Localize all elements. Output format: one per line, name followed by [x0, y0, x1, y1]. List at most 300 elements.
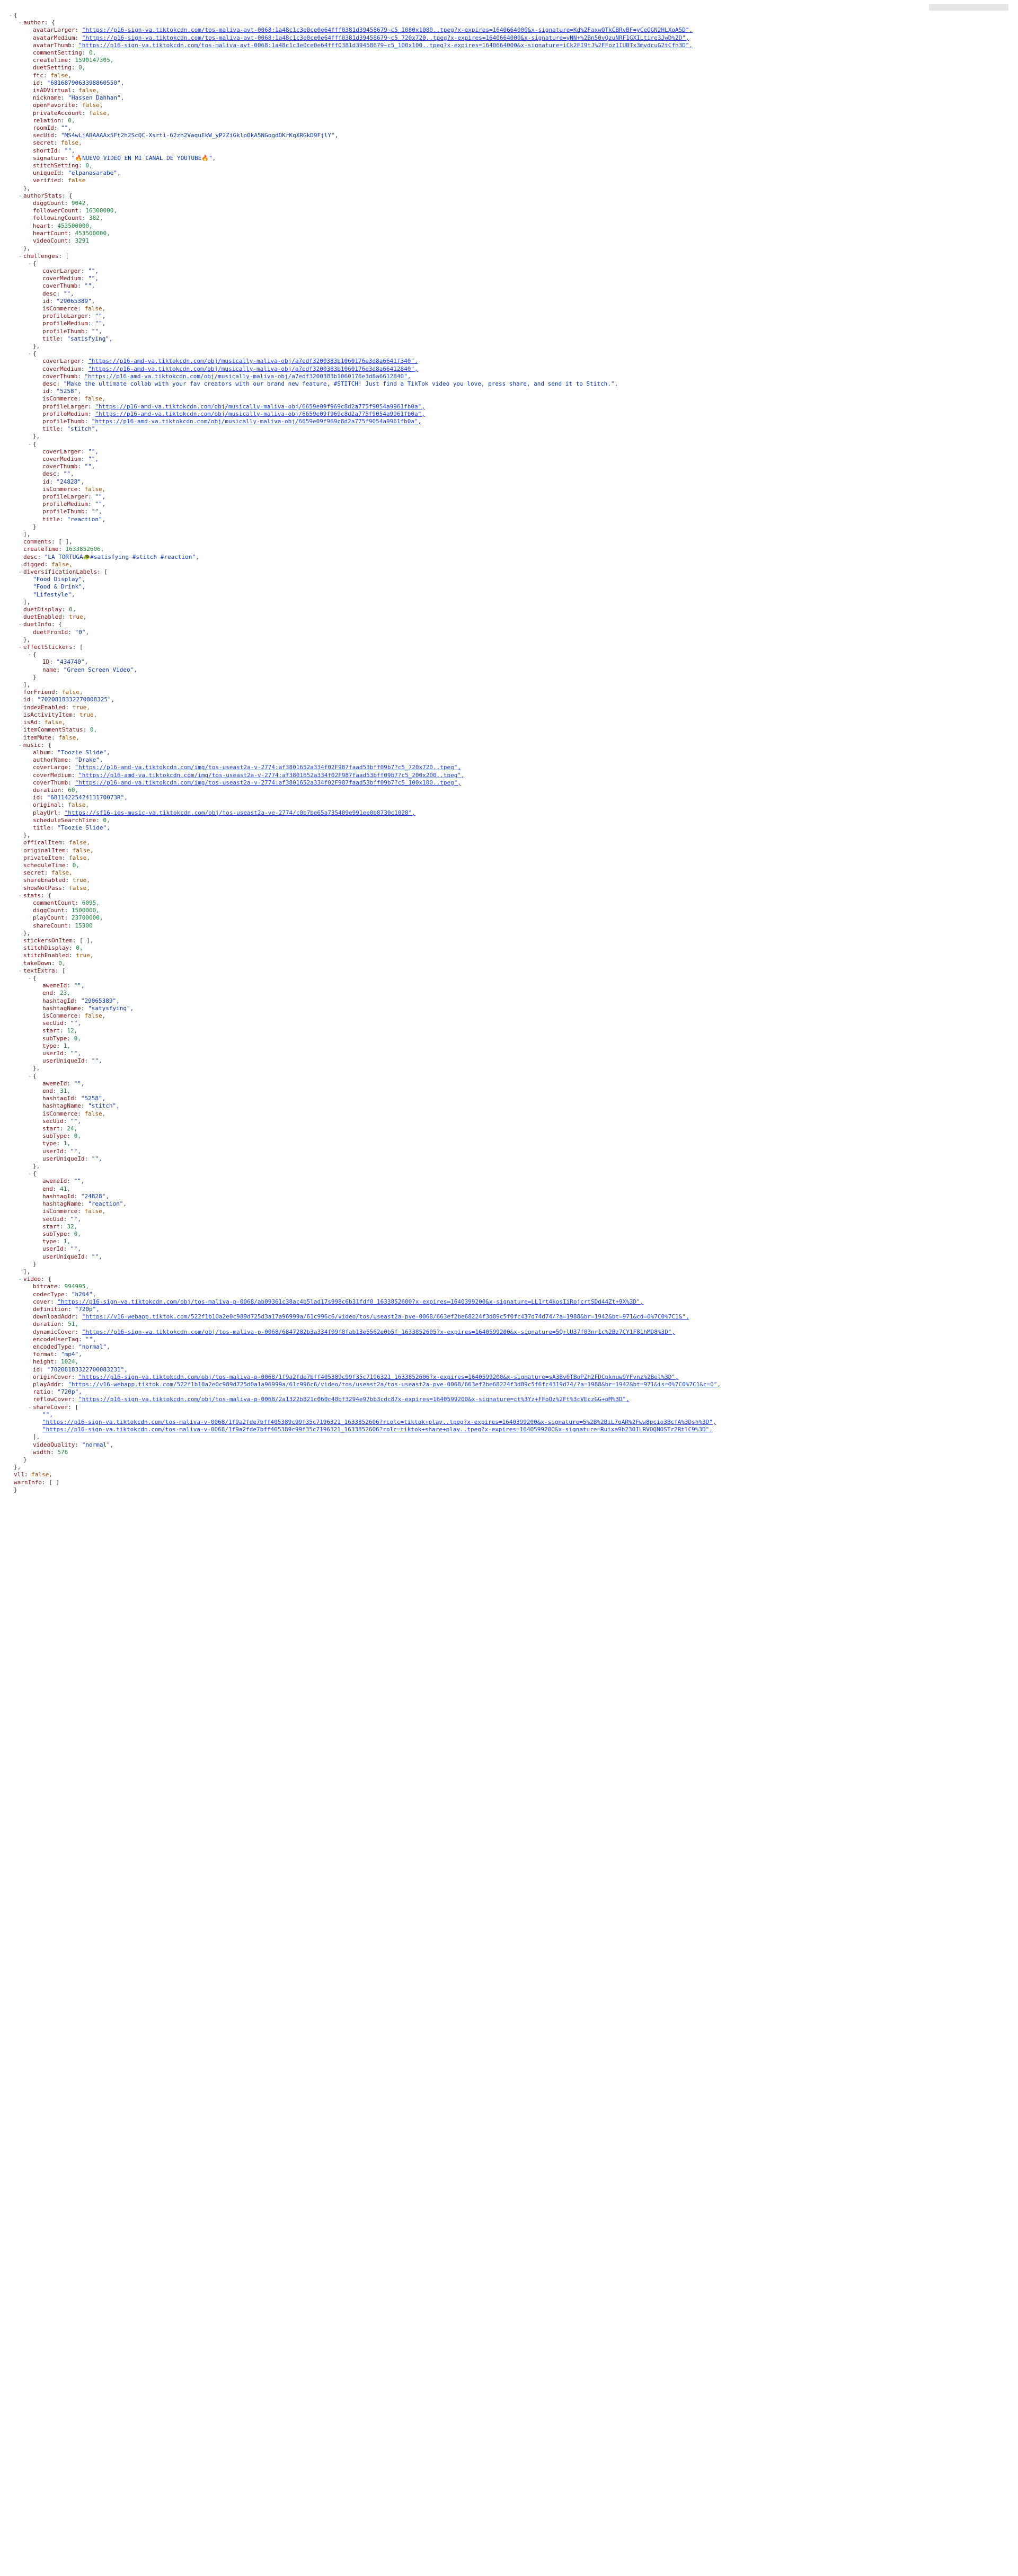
json-line [0, 990, 1018, 997]
json-string-value: "0", [75, 628, 89, 636]
json-string-value: "", [88, 275, 99, 282]
json-key: secret [23, 869, 45, 877]
json-colon: : [81, 455, 88, 462]
json-url-value[interactable]: "https://p16-sign-va.tiktokcdn.com/tos-maliva-v-0068/1f9a2fde7bff405389c99f35c7196321_1633852606?rolc=tiktok+share+play..tpeg?x-expires=1640599200&x-signature=Ruixa9b23OILRVOQNOSTr2RtlC9%3D", [42, 1426, 713, 1433]
json-line [0, 885, 1018, 892]
json-boolean-value: false, [50, 72, 72, 79]
json-colon: : [75, 34, 82, 41]
json-line [0, 1057, 1018, 1065]
json-key: name [42, 666, 57, 673]
json-number-value: 31, [60, 1088, 70, 1095]
json-key: secUid [42, 1020, 64, 1027]
json-line [0, 1095, 1018, 1102]
json-structure-token: }, [33, 1163, 40, 1170]
json-colon: : [30, 696, 38, 703]
json-key: diversificationLabels [23, 568, 98, 576]
json-key: isCommerce [42, 395, 78, 403]
collapse-toggle-icon[interactable]: - [18, 967, 22, 974]
json-structure-token: }, [23, 184, 31, 192]
json-colon: : [68, 628, 75, 636]
json-boolean-value: false, [84, 485, 106, 493]
json-url-value[interactable]: "https://p16-amd-va.tiktokcdn.com/img/tos-useast2a-v-2774:af3801652a334f02F987faad53bff09b7?c5_100x100..tpeg", [75, 779, 461, 786]
json-number-value: 0, [68, 117, 75, 124]
json-key: warnInfo [14, 1478, 42, 1486]
json-string-value: "h264", [71, 1290, 96, 1298]
json-key: encodedType [33, 1343, 72, 1350]
json-structure-token: : [ [68, 1403, 79, 1411]
json-colon: : [56, 470, 64, 478]
json-key: bitrate [33, 1283, 58, 1290]
json-line [0, 749, 1018, 756]
json-line [0, 1283, 1018, 1290]
json-colon: : [82, 215, 89, 222]
collapse-toggle-icon[interactable]: - [18, 741, 22, 748]
collapse-toggle-icon[interactable]: - [18, 621, 22, 628]
json-string-value: "", [95, 501, 106, 508]
json-colon: : [81, 1102, 88, 1110]
json-structure-token: : [ [97, 568, 108, 576]
json-line [0, 192, 1018, 200]
json-key: shareCover [33, 1403, 68, 1411]
json-line [0, 568, 1018, 576]
json-colon: : [56, 290, 64, 297]
json-url-value[interactable]: "https://sf16-ies-music-va.tiktokcdn.com/obj/tos-useast2a-ve-2774/c0b7be65a735409e991ee0b8730c1028", [64, 809, 415, 816]
json-key: playUrl [33, 809, 58, 816]
json-string-value: "", [95, 313, 106, 320]
json-colon: : [64, 154, 72, 162]
json-line [0, 1366, 1018, 1374]
json-line [0, 1381, 1018, 1388]
json-number-value: 1500000, [71, 907, 100, 914]
json-colon: : [88, 313, 95, 320]
json-boolean-value: false, [84, 395, 106, 403]
json-colon: : [88, 320, 95, 327]
json-line [0, 1005, 1018, 1012]
json-boolean-value: false, [44, 719, 66, 726]
json-line [0, 1170, 1018, 1178]
json-line [0, 470, 1018, 478]
json-lines [0, 12, 1018, 1494]
json-string-value: "", [70, 1117, 81, 1125]
json-colon: : [63, 1245, 70, 1253]
collapse-toggle-icon[interactable]: - [18, 892, 22, 899]
json-key: coverMedium [42, 365, 81, 372]
json-string-value: "5258", [56, 388, 81, 395]
json-key: type [42, 1238, 57, 1245]
json-key: ratio [33, 1388, 51, 1396]
json-number-value: 453500000, [57, 222, 93, 229]
json-colon: : [71, 1343, 79, 1350]
json-line [0, 869, 1018, 877]
json-string-value: "6811422542413170073R", [47, 794, 128, 801]
json-url-value[interactable]: "https://p16-sign-va.tiktokcdn.com/obj/tos-maliva-p-0068/2a1322b821c060c40bf3294e97bb3cdc87x-expires=1640599200&x-signature=ct%3Yz+FFoOz%2Ft%3cVEczGG+oM%3D", [78, 1396, 630, 1403]
json-colon: : [84, 508, 92, 515]
json-key: challenges [23, 252, 59, 260]
collapse-toggle-icon[interactable]: - [28, 440, 32, 448]
json-colon: : [63, 1215, 70, 1223]
json-structure-token: { [33, 975, 37, 982]
json-key: duetDisplay [23, 606, 62, 613]
json-key: diggCount [33, 200, 65, 207]
json-colon: : [67, 982, 74, 990]
json-key: definition [33, 1305, 68, 1313]
json-colon: : [69, 952, 76, 959]
collapse-toggle-icon[interactable]: - [28, 1072, 32, 1080]
json-line [0, 207, 1018, 215]
json-line [0, 1313, 1018, 1321]
json-structure-token: { [33, 1072, 37, 1080]
json-line [0, 1178, 1018, 1185]
json-line [0, 1268, 1018, 1276]
json-line [0, 253, 1018, 260]
json-url-value[interactable]: "https://p16-amd-va.tiktokcdn.com/img/tos-useast2a-v-2774:af3801652a334f02F987faad53bff09b7?c5_720x720..tpeg", [75, 764, 461, 771]
json-key: shortId [33, 147, 58, 154]
json-url-value[interactable]: "https://p16-amd-va.tiktokcdn.com/obj/musically-maliva-obj/a7edf3200383b1060176e3d8a6641f340", [88, 358, 418, 365]
json-url-value[interactable]: "https://p16-sign-va.tiktokcdn.com/tos-maliva-avt-0068:1a48c1c3e0ce0e64fff0381d39458679~c5_1080x1080..tpeg?x-expires=1640664000&x-signature=Kd%2FaxwQTkCBRvBF=yCeGGN2HLXoA5D", [82, 26, 693, 34]
json-key: hashtagName [42, 1102, 81, 1110]
json-boolean-value: false, [69, 839, 90, 846]
json-colon: : [74, 1095, 81, 1102]
json-line [0, 801, 1018, 809]
json-structure-token: } [33, 523, 37, 530]
json-url-value[interactable]: "https://v16-webapp.tiktok.com/522f1b10a2e0c989d725d3a17a96999a/61c996c6/video/tos/useast2a-pve-0068/663ef2be68224f3d89c5f0fc437d74d74/?a=1988&br=1942&bt=971&cd=0%7C0%7C1&", [82, 1313, 689, 1321]
json-colon: : [81, 275, 88, 282]
json-colon: : [81, 448, 88, 455]
json-colon: : [60, 786, 68, 794]
json-string-value: "", [95, 320, 106, 327]
json-structure-token: ], [33, 1433, 40, 1441]
json-line [0, 817, 1018, 824]
json-string-value: "satisfying", [67, 335, 113, 342]
json-string-value: "", [88, 267, 99, 274]
json-string-value: "Make the ultimate collab with your fav creators with our brand new feature, #STITCH! Just find a TikTok video you love, press share, and send it to Stitch.", [63, 380, 618, 387]
json-url-value[interactable]: "https://p16-sign-va.tiktokcdn.com/obj/tos-maliva-p-0068/ab09361c38ac4b5lad17s998c6b31fdf0_1633852600?x-expires=1640399200&x-signature=LL1rt4kosIiRojcrtSDd44Zt+9X%3D", [57, 1298, 644, 1305]
json-string-value: "", [84, 282, 95, 290]
collapse-toggle-icon[interactable]: - [28, 651, 32, 658]
json-structure-token: }, [33, 433, 40, 440]
json-colon: : [75, 102, 82, 109]
json-boolean-value: true, [72, 877, 90, 884]
json-line [0, 1216, 1018, 1223]
json-colon: : [54, 1358, 61, 1366]
json-line [0, 1253, 1018, 1261]
json-url-value[interactable]: "https://p16-amd-va.tiktokcdn.com/obj/musically-maliva-obj/a7edf3200383b1060176e3d8a6612840", [84, 372, 411, 380]
json-line [0, 380, 1018, 388]
json-key: hashtagName [42, 1200, 81, 1208]
json-line [0, 734, 1018, 742]
json-colon: : [77, 1110, 85, 1117]
json-string-value: "", [70, 1215, 81, 1223]
json-number-value: 16300000, [85, 207, 117, 215]
json-colon: : [50, 824, 58, 831]
collapse-toggle-icon[interactable]: - [28, 350, 32, 358]
json-colon: : [60, 1321, 68, 1328]
json-number-value: 1, [63, 1238, 70, 1245]
json-line [0, 711, 1018, 719]
json-url-value[interactable]: "https://p16-amd-va.tiktokcdn.com/obj/musically-maliva-obj/a7edf3200383b1060176e3d8a66412840", [88, 365, 418, 372]
json-structure-token: : { [41, 741, 51, 748]
json-line [0, 696, 1018, 703]
json-key: music [23, 741, 41, 748]
json-line [0, 666, 1018, 674]
json-line [0, 1464, 1018, 1471]
json-url-value[interactable]: "https://v16-webapp.tiktok.com/522f1b10a2e0c989d725d0a1a96999a/61c996c6/video/tos/useast2a/tos-useast2a-pve-0068/663ef2be68224f3d89c5f6fc4319d74/?a=1988&br=1942&bt=971&is=0%7C0%7C1&c=0", [68, 1380, 721, 1388]
json-line [0, 1200, 1018, 1208]
json-colon: : [78, 1335, 86, 1343]
json-colon: : [61, 839, 69, 846]
json-line [0, 411, 1018, 418]
json-string-value: "stitch", [67, 425, 99, 433]
json-line [0, 1035, 1018, 1042]
json-structure-token: { [33, 651, 37, 658]
json-key: duration [33, 1321, 61, 1328]
json-colon: : [81, 358, 88, 365]
json-line [0, 1125, 1018, 1133]
json-structure-token: : [ ], [72, 937, 94, 944]
collapse-toggle-icon[interactable]: - [18, 644, 22, 651]
json-key: followerCount [33, 207, 79, 215]
json-line [0, 523, 1018, 531]
collapse-toggle-icon[interactable]: - [8, 12, 13, 19]
json-url-value[interactable]: "https://p16-sign-va.tiktokcdn.com/obj/tos-maliva-p-0068/6847282b3a334f09f8fab13e5562e0b5f_1633852605?x-expires=1640599200&x-signature=5Q+lU37f03nr1c%2Bz7CY1F81hMD8%3D", [82, 1328, 675, 1335]
json-line [0, 1329, 1018, 1336]
json-key: end [42, 1185, 53, 1192]
json-line [0, 1456, 1018, 1464]
json-key: commentSetting [33, 49, 82, 57]
json-string-value: "Drake", [75, 756, 103, 764]
json-line [0, 230, 1018, 237]
json-key: type [42, 1140, 57, 1147]
json-url-value[interactable]: "https://p16-sign-va.tiktokcdn.com/obj/tos-maliva-p-0068/1f9a2fde7bff405389c99f35c7196321_1633852606?x-expires=1640599200&x-signature=sA3Bv0TBoPZh2FDCpknuw9YFvnz%2Bel%3D", [78, 1373, 679, 1380]
json-number-value: 576 [57, 1448, 68, 1456]
json-string-value: "720p", [57, 1388, 82, 1396]
json-colon: : [49, 297, 57, 305]
json-colon: : [67, 1230, 74, 1237]
json-colon: : [60, 1223, 67, 1230]
json-key: heartCount [33, 229, 68, 237]
json-line [0, 1080, 1018, 1088]
json-line [0, 260, 1018, 268]
json-url-value[interactable]: "https://p16-sign-va.tiktokcdn.com/tos-maliva-avt-0068:1a48c1c3e0ce0e64fff0381d39458679~c5_100x100..tpeg?x-expires=1640664000&x-signature=iCk2FI9tJ%2FFoz1IUBTx3mvdcuG2tCfh3D", [78, 41, 693, 49]
json-key: subType [42, 1133, 67, 1140]
json-number-value: 23, [60, 990, 70, 997]
json-line [0, 554, 1018, 561]
json-line [0, 561, 1018, 568]
json-url-value[interactable]: "https://p16-sign-va.tiktokcdn.com/tos-maliva-v-0068/1f9a2fde7bff405389c99f35c7196321_1633852606?rcolc=tiktok+play..tpeg?x-expires=1640399200&x-signature=5%2B%2BiL7oAR%2Fww8pcio3BcfA%3Dsh%3D", [42, 1418, 716, 1425]
json-number-value: 1, [63, 1042, 70, 1049]
json-key: followingCount [33, 215, 82, 222]
json-line [0, 794, 1018, 801]
json-boolean-value: false, [61, 689, 83, 696]
json-colon: : [61, 854, 69, 861]
json-key: album [33, 748, 51, 756]
json-structure-token: : { [44, 19, 55, 26]
json-key: coverLarger [42, 448, 81, 455]
json-colon: : [61, 606, 69, 613]
json-string-value: "", [74, 982, 85, 990]
json-colon: : [68, 756, 75, 764]
json-colon: : [74, 1192, 81, 1200]
collapse-toggle-icon[interactable]: - [18, 1276, 22, 1283]
json-colon: : [96, 816, 103, 824]
json-line [0, 1118, 1018, 1125]
json-key: authorStats [23, 192, 62, 199]
json-number-value: 0, [72, 861, 79, 869]
json-key: id [23, 696, 31, 703]
json-colon: : [77, 485, 85, 493]
json-key: textExtra [23, 967, 55, 974]
collapse-toggle-icon[interactable]: - [28, 1170, 32, 1178]
json-line [0, 162, 1018, 170]
json-key: diggCount [33, 907, 65, 914]
json-line [0, 719, 1018, 726]
json-key: author [23, 19, 45, 26]
json-colon: : [51, 959, 59, 967]
json-line [0, 809, 1018, 817]
json-key: profileMedium [42, 410, 88, 417]
json-key: hashtagId [42, 997, 74, 1004]
json-structure-token: ], [23, 681, 31, 689]
json-colon: : [78, 207, 86, 215]
json-key: codecType [33, 1290, 65, 1298]
json-colon: : [71, 64, 79, 72]
json-line [0, 787, 1018, 794]
json-key: relation [33, 117, 61, 124]
json-number-value: 0, [76, 944, 83, 952]
json-key: reflowCover [33, 1396, 72, 1403]
json-line [0, 1148, 1018, 1155]
json-line [0, 960, 1018, 967]
json-structure-token: { [33, 440, 37, 448]
json-line [0, 1231, 1018, 1238]
json-line [0, 19, 1018, 26]
json-string-value: "", [91, 1155, 102, 1162]
json-line [0, 418, 1018, 425]
json-structure-token: : [ [72, 644, 83, 651]
json-url-value[interactable]: "https://p16-sign-va.tiktokcdn.com/tos-maliva-avt-0068:1a48c1c3e0ce0e64fff0381d39458679~c5_720x720..tpeg?x-expires=1640664000&x-signature=yNN+%2Bn50vQzuNRF1GXILtire3JwD%2D", [82, 34, 689, 41]
collapse-toggle-icon[interactable]: - [28, 1403, 32, 1411]
collapse-toggle-icon[interactable]: - [18, 192, 22, 199]
json-url-value[interactable]: "https://p16-amd-va.tiktokcdn.com/obj/musically-maliva-obj/6659e09f969c8d2a775f9054a9961fb0a", [91, 417, 422, 425]
json-string-value: "Hassen Dahhan", [68, 94, 125, 102]
json-key: forFriend [23, 689, 55, 696]
json-colon: : [49, 388, 57, 395]
json-number-value: 51, [68, 1321, 79, 1328]
json-number-value: 32, [67, 1223, 78, 1230]
collapse-toggle-icon[interactable]: - [28, 975, 32, 982]
json-key: userId [42, 1050, 64, 1057]
json-line [0, 425, 1018, 433]
json-line [0, 756, 1018, 764]
json-number-value: 24, [67, 1125, 78, 1133]
json-key: coverMedium [33, 771, 72, 779]
json-colon: : [81, 365, 88, 372]
json-structure-token: } [33, 673, 37, 681]
json-string-value: "24828", [56, 478, 85, 485]
json-string-value: "Food Display", [33, 576, 86, 583]
json-colon: : [60, 1380, 68, 1388]
json-colon: : [60, 335, 67, 342]
json-line [0, 1110, 1018, 1118]
json-line [0, 899, 1018, 907]
json-line [0, 102, 1018, 109]
json-colon: : [82, 49, 89, 57]
json-string-value: "29065389", [56, 297, 95, 305]
json-key: createTime [23, 546, 59, 553]
json-url-value[interactable]: "https://p16-amd-va.tiktokcdn.com/obj/musically-maliva-obj/6659e09f969c8d2a775f9054a9961fb0a", [95, 410, 425, 417]
json-boolean-value: false, [61, 139, 82, 147]
json-colon: : [64, 914, 72, 922]
json-key: userId [42, 1147, 64, 1155]
json-string-value: "", [63, 470, 74, 478]
json-colon: : [63, 1050, 70, 1057]
collapse-toggle-icon[interactable]: - [28, 260, 32, 267]
json-boolean-value: true, [72, 703, 90, 711]
json-line [0, 373, 1018, 380]
json-number-value: 0, [69, 606, 76, 613]
json-key: coverThumb [42, 282, 78, 290]
json-colon: : [57, 147, 65, 154]
json-number-value: 23700000, [71, 914, 103, 922]
json-boolean-value: false, [78, 87, 100, 94]
collapse-toggle-icon[interactable]: - [18, 19, 22, 26]
json-colon: : [71, 771, 79, 779]
json-string-value: "mp4", [61, 1351, 82, 1358]
json-colon: : [56, 380, 64, 387]
json-key: stitchDisplay [23, 944, 69, 952]
json-colon: : [60, 1027, 67, 1035]
json-url-value[interactable]: "https://p16-amd-va.tiktokcdn.com/obj/musically-maliva-obj/6659e09f969c8d2a775f9054a9961fb0a", [95, 403, 425, 410]
json-colon: : [57, 809, 65, 816]
json-line [0, 613, 1018, 621]
json-colon: : [68, 764, 75, 771]
json-line [0, 1321, 1018, 1328]
collapse-toggle-icon[interactable]: - [18, 252, 22, 260]
json-colon: : [43, 72, 51, 79]
json-number-value: 1, [63, 1140, 70, 1147]
json-line [0, 350, 1018, 358]
json-line [0, 930, 1018, 937]
json-line [0, 1471, 1018, 1478]
json-boolean-value: false, [84, 305, 106, 312]
json-key: start [42, 1027, 60, 1035]
json-colon: : [49, 478, 57, 485]
json-key: title [42, 335, 60, 342]
json-structure-token: : { [51, 621, 62, 628]
json-key: stitchSetting [33, 162, 79, 170]
json-line [0, 606, 1018, 613]
json-key: authorName [33, 756, 68, 764]
json-line [0, 448, 1018, 456]
json-line [0, 651, 1018, 658]
json-key: desc [23, 553, 38, 560]
json-number-value: 12, [67, 1027, 78, 1035]
json-key: id [33, 794, 40, 801]
json-key: hashtagName [42, 1004, 81, 1012]
json-line [0, 847, 1018, 854]
json-line [0, 508, 1018, 515]
json-string-value: "5258", [81, 1095, 106, 1102]
json-url-value[interactable]: "https://p16-amd-va.tiktokcdn.com/img/tos-useast2a-v-2774:af3801652a334f02F987faad53bff09b7?c5_200x200..tpeg", [78, 771, 465, 779]
json-colon: : [77, 305, 85, 312]
json-key: ftc [33, 72, 43, 79]
json-string-value: "", [70, 1147, 81, 1155]
json-colon: : [68, 1305, 75, 1313]
json-key: title [42, 515, 60, 523]
collapse-toggle-icon[interactable]: - [18, 568, 22, 576]
json-line [0, 1073, 1018, 1080]
json-colon: : [44, 560, 51, 568]
